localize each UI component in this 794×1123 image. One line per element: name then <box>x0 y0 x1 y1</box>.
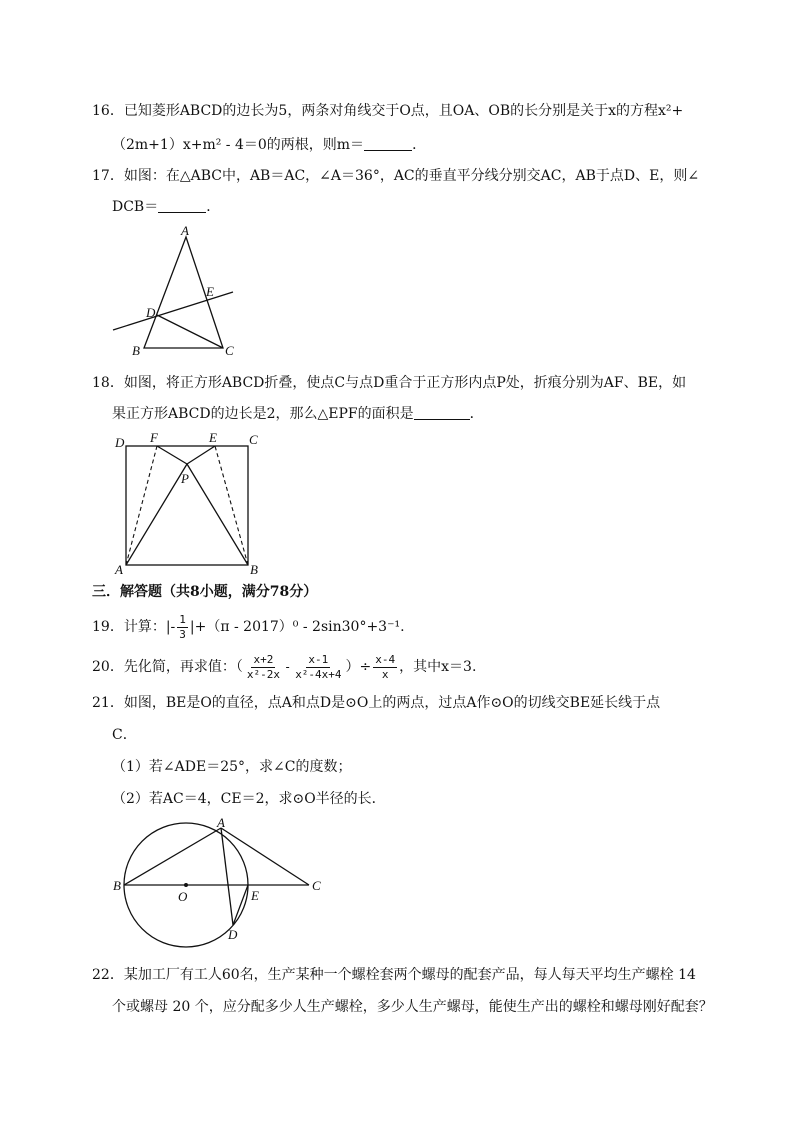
label-p: P <box>181 471 189 486</box>
q17-triangle-figure <box>105 222 245 362</box>
label-f: F <box>150 430 158 445</box>
q22-line2: 个或螺母 20 个，应分配多少人生产螺栓，多少人生产螺母，能使生产出的螺栓和螺母刚好配套？ <box>112 999 713 1015</box>
q16-line2-text: （2m+1）x+m² - 4＝0的两根，则m＝ <box>112 137 365 153</box>
segment-ep <box>187 446 215 464</box>
segment-fp <box>157 446 187 464</box>
q20-prefix: 20．先化简，再求值：（ <box>92 659 243 675</box>
fraction-denominator: x²-4x+4 <box>295 667 342 681</box>
label-e: E <box>209 430 217 445</box>
answer-blank[interactable] <box>364 136 412 151</box>
fold-line-be <box>215 446 248 565</box>
fraction-numerator: x-1 <box>308 652 329 666</box>
q17-line2 <box>112 198 220 216</box>
q21-line1: 21．如图，BE是O的直径，点A和点D是⊙O上的两点，过点A作⊙O的切线交BE延长线于点 <box>92 695 661 711</box>
fraction-numerator: x-4 <box>375 652 396 666</box>
q20-suffix: ，其中x＝3. <box>399 659 477 675</box>
answer-blank[interactable] <box>158 198 206 213</box>
q16-line2-end: ． <box>412 137 427 153</box>
segment-ed <box>233 885 248 925</box>
label-d: D <box>146 305 156 320</box>
q16-line2 <box>112 136 426 154</box>
answer-blank[interactable] <box>414 405 470 420</box>
q20-line <box>92 650 476 684</box>
fraction-2 <box>293 653 343 682</box>
q21-sub1: （1）若∠ADE＝25°，求∠C的度数； <box>112 759 352 775</box>
fraction-numerator: 1 <box>179 612 186 626</box>
label-c: C <box>249 432 258 447</box>
q21-sub2: （2）若AC＝4，CE＝2，求⊙O半径的长． <box>112 791 386 807</box>
label-a: A <box>181 223 189 238</box>
label-b: B <box>113 878 121 893</box>
fraction-3 <box>373 653 397 682</box>
q22-line1: 22．某加工厂有工人60名，生产某种一个螺栓套两个螺母的配套产品，每人每天平均生产螺栓 14 <box>92 967 696 983</box>
fold-line-af <box>126 446 157 565</box>
tangent-ac <box>221 828 309 885</box>
q18-square-figure <box>112 428 267 576</box>
center-point <box>184 883 188 887</box>
fraction-1 <box>245 653 282 682</box>
label-e: E <box>251 888 259 903</box>
label-a: A <box>115 562 123 576</box>
q16-line1: 16．已知菱形ABCD的边长为5，两条对角线交于O点，且OA、OB的长分别是关于x的方程x²+ <box>92 103 684 119</box>
section-heading: 三．解答题（共8小题，满分78分） <box>92 584 318 600</box>
q18-line2 <box>112 405 484 423</box>
label-c: C <box>225 343 234 358</box>
fraction-denominator: x²-2x <box>246 667 280 681</box>
q17-line1: 17．如图：在△ABC中，AB＝AC，∠A＝36°，AC的垂直平分线分别交AC，AB于点D、E，则∠ <box>92 168 700 184</box>
label-o: O <box>178 889 188 904</box>
fraction-denominator: 3 <box>179 627 186 641</box>
segment-ba <box>124 828 221 885</box>
label-a: A <box>217 815 225 830</box>
q18-line2-end: ． <box>469 406 484 422</box>
q18-line1: 18．如图，将正方形ABCD折叠，使点C与点D重合于正方形内点P处，折痕分别为AF、BE，如 <box>92 375 687 391</box>
label-b: B <box>250 562 258 576</box>
q19-line <box>92 612 405 642</box>
q21-line2: C． <box>112 727 137 743</box>
minus-sign: - <box>283 660 292 674</box>
label-d: D <box>115 435 125 450</box>
label-b: B <box>132 343 140 358</box>
q19-prefix: 19．计算：|- <box>92 619 176 635</box>
q19-rest: |+（π - 2017）⁰ - 2sin30°+3⁻¹. <box>189 619 405 635</box>
q18-line2-text: 果正方形ABCD的边长是2，那么△EPF的面积是 <box>112 406 414 422</box>
fraction-denominator: x <box>381 667 389 681</box>
segment-bp <box>187 464 248 565</box>
q17-line2-text: DCB＝ <box>112 199 159 215</box>
label-c: C <box>312 878 321 893</box>
fraction-numerator: x+2 <box>253 652 274 666</box>
q21-circle-figure <box>108 812 330 952</box>
label-d: D <box>228 927 238 942</box>
label-e: E <box>206 284 214 299</box>
segment-ap <box>126 464 187 565</box>
close-paren-divide: ）÷ <box>345 659 372 675</box>
q17-line2-end: ． <box>206 199 221 215</box>
fraction-one-third <box>177 613 188 642</box>
